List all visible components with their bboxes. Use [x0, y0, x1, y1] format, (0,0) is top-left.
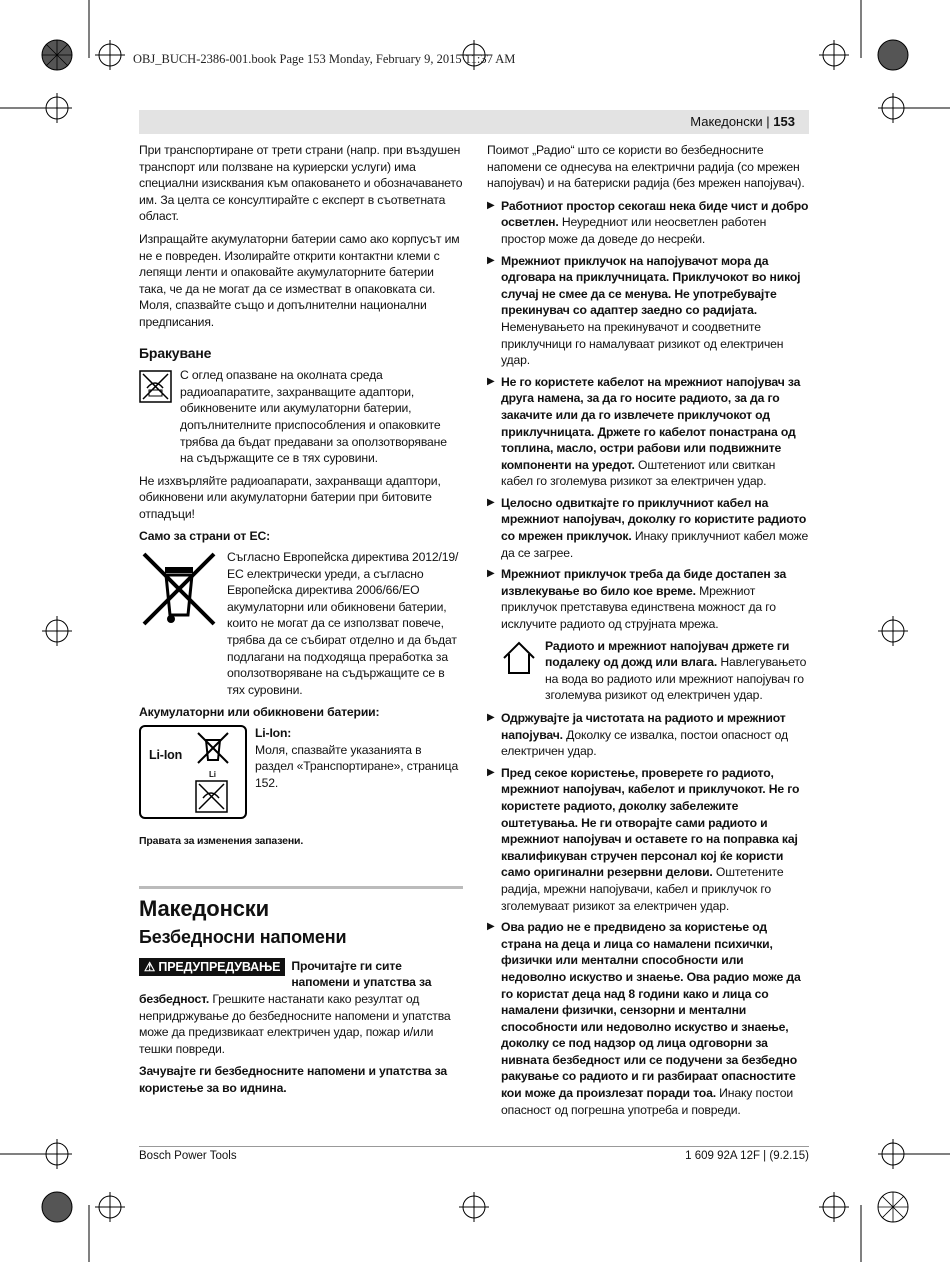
- bullet-bold: Одржувајте ја чистотата на радиото и мрежниот напојувач.: [501, 711, 786, 742]
- safety-bullet: [487, 495, 809, 561]
- safety-bullet: [487, 919, 809, 1118]
- eu-title: Само за страни от ЕС:: [139, 529, 271, 544]
- safety-bullet: [487, 710, 809, 760]
- bullet-arrow-icon: ▶: [487, 254, 495, 266]
- bullet-text: Неменувањето на прекинувачот и соодветните приклучници го намалуваат ризикот од електричен удар.: [501, 319, 784, 368]
- footer-code: 1 609 92A 12F | (9.2.15): [685, 1150, 809, 1162]
- warning-label: ПРЕДУПРЕДУВАЊЕ: [158, 959, 281, 974]
- bullet-arrow-icon: ▶: [487, 712, 495, 723]
- paragraph: Моля, спазвайте също и допълнителни национални предписания.: [139, 298, 427, 329]
- keep-instructions: Зачувајте ги безбедносните напомени и упатства за користење за во иднина.: [139, 1064, 448, 1095]
- paragraph: Изпращайте акумулаторни батерии само ако корпусът им не е повреден. Изолирайте открити контактни клеми с лепящи ленти и опаковайте акумулаторните батерии така, че да не могат да се изместват в опаковката си.: [139, 231, 460, 296]
- bullet-bold: Целосно одвиткајте го приклучниот кабел на мрежниот напојувач, доколку го користите радиото со мрежен приклучок.: [501, 495, 807, 544]
- safety-heading: Безбедносни напомени: [139, 927, 347, 948]
- intro-paragraph: Поимот „Радио“ што се користи во безбедносните напомени се однесува на електрични радија (со мрежен напојувач) и на батериски радија (без мрежен напојувач).: [487, 143, 805, 191]
- recycle-bin-icon: [139, 370, 172, 403]
- bullet-text: Оштетените радија, мрежни напојувачи, кабел и приклучок го зголемуваат ризикот за електричен удар.: [501, 865, 784, 913]
- disposal-text: С оглед опазване на околната среда радиоапаратите, захранващите адаптори, обикновените или акумулаторни батерии, допълнителните приспособления и опаковките трябва да бъдат предавани за оползотворяване на съдържащите се в тях суровини.: [180, 368, 447, 466]
- warning-text: Грешките настанати како резултат од непридржување до безбедносните напомени и упатства може да предизвикаат електричен удар, пожар и/или тешки повреди.: [139, 991, 451, 1056]
- safety-bullet: [487, 198, 809, 248]
- section-rule: [139, 886, 463, 889]
- li-small-label: Li: [209, 770, 216, 779]
- bullet-text: Мрежниот приклучок претставува единствена можност да го исклучите радиото од струјната мрежа.: [501, 583, 776, 632]
- bullet-bold: Мрежниот приклучок на напојувачот мора да одговара на приклучницата. Приклучокот во никој случај не смее да се менува. Не употребувајте прекинувач со адаптер заедно со радијата.: [501, 253, 801, 318]
- liion-symbol-box: [139, 725, 247, 819]
- bullet-bold: Мрежниот приклучок треба да биде достапен за извлекување во било кое време.: [501, 567, 787, 598]
- bullet-bold: Ова радио не е предвидено за користење од страна на деца и лица со намалени психички, физички или ментални способности или недоволно искуство и знаење. Ова радио може да го користат деца над 8 години како и лица со намалени физички, сензорни и ментални способности или недоволно искуство и знаење, доколку се под надзор од лица одговорни за нивната безбедност или се подучени за безбедно ракување со радиото и ги разбираат опасностите кои може да произлезат поради тоа.: [501, 920, 801, 1101]
- crossed-bin-icon: [139, 549, 219, 629]
- paragraph: При транспортиране от трети страни (напр. при въздушен транспорт или ползване на куриерски услуги) има специални изисквания към опаковането и обозначаването им. За целта се консултирайте с експерт в съответната област.: [139, 143, 463, 224]
- recycle-battery-icon: [195, 780, 228, 813]
- file-slug: OBJ_BUCH-2386-001.book Page 153 Monday, February 9, 2015 11:37 AM: [133, 52, 516, 66]
- right-column: [487, 142, 809, 1123]
- bullet-text: Инаку постои опасност од погрешна употреба и повреди.: [501, 1086, 794, 1117]
- section-title: Македонски: [139, 895, 270, 921]
- crossed-battery-bin-icon: [195, 730, 231, 766]
- page-number: 153: [773, 114, 795, 129]
- bullet-arrow-icon: ▶: [487, 199, 495, 211]
- safety-bullet: [487, 253, 809, 369]
- bullet-arrow-icon: ▶: [487, 766, 495, 778]
- left-column: [139, 142, 463, 1103]
- bullet-bold: Работниот простор секогаш нека биде чист и добро осветлен.: [501, 198, 809, 230]
- bullet-text: Оштетениот или свиткан кабел го зголемува ризикот за електричен удар.: [501, 457, 776, 489]
- house-text: Навлегувањето на вода во радиото или мрежниот напојувач го зголемува ризикот од електричен удар.: [545, 655, 807, 703]
- house-icon: [501, 640, 537, 676]
- footer-brand: Bosch Power Tools: [139, 1150, 237, 1162]
- bullet-bold: Пред секое користење, проверете го радиото, мрежниот напојувач, кабелот и приклучокот. Не го користете радиото, доколку забележите оштетувања. Не ги отворајте сами радиото и мрежниот напојувач и оставете го на поправка кај квалификуван стручен персонал кој ќе користи само оригинални резервни делови.: [501, 765, 800, 880]
- header-language: Македонски: [690, 114, 763, 129]
- heading-disposal: Бракуване: [139, 344, 212, 361]
- header-separator: |: [762, 114, 774, 129]
- eu-text: Съгласно Европейска директива 2012/19/ЕС електрически уреди, а съгласно Европейска директива 2006/66/ЕО акумулаторни или обикновени батерии, които не могат да се използват повече, трябва да се събират отделно и да бъдат подлагани на подходяща преработка за оползотворяване на съдържащите се в тях суровини.: [227, 550, 459, 697]
- warning-bold-text: Прочитајте ги сите напомени и упатства за безбедност.: [139, 958, 432, 1006]
- bullet-text: Неуредниот или неосветлен работен простор може да доведе до несреќи.: [501, 215, 767, 246]
- house-bold: Радиото и мрежниот напојувач држете ги подалеку од дожд или влага.: [545, 638, 790, 670]
- safety-bullet: [487, 765, 809, 914]
- liion-label: Li-Ion: [149, 748, 183, 762]
- bullet-arrow-icon: ▶: [487, 496, 495, 508]
- warning-badge: ⚠ ПРЕДУПРЕДУВАЊЕ: [139, 958, 285, 977]
- bullet-arrow-icon: ▶: [487, 568, 495, 580]
- liion-text: Моля, спазвайте указанията в раздел «Транспортиране», страница 152.: [255, 742, 459, 790]
- rights-note: Правата за изменения запазени.: [139, 835, 304, 847]
- safety-bullet: [487, 566, 809, 632]
- paragraph: Не изхвърляйте радиоапарати, захранващи адаптори, обикновени или акумулаторни батерии при битовите отпадъци!: [139, 473, 441, 521]
- bullet-text: Доколку се извалка, постои опасност од електричен удар.: [501, 727, 788, 759]
- safety-bullet: [487, 374, 809, 490]
- liion-heading: Li-Ion:: [255, 726, 292, 740]
- page-footer: [139, 1146, 809, 1162]
- running-header: [139, 110, 809, 134]
- bullet-bold: Не го користете кабелот на мрежниот напојувач за друга намена, за да го носите радиото, за да го закачите или да го извлечете приклучокот од приклучницата. Држете го кабелот понастрана од топлина, масло, остри рабови или подвижните компоненти на уредот.: [501, 374, 801, 472]
- batteries-title: Акумулаторни или обикновени батерии:: [139, 705, 380, 720]
- bullet-arrow-icon: ▶: [487, 921, 495, 933]
- bullet-text: Инаку приклучниот кабел може да се загрее.: [501, 529, 809, 560]
- bullet-arrow-icon: ▶: [487, 375, 495, 387]
